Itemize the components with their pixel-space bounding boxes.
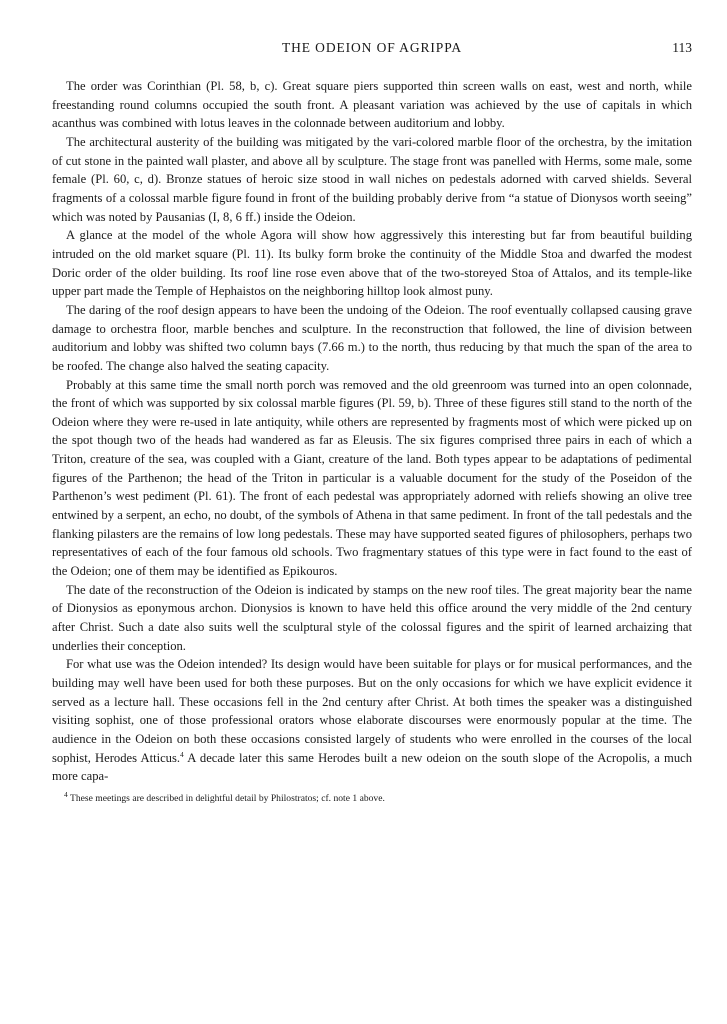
footnote-reference[interactable]: 4 — [180, 749, 184, 759]
paragraph-reconstruction-date: The date of the reconstruction of the Odeion is indicated by stamps on the new roof tiles. The great majority bear the name of Dionysios as eponymous archon. Dionysios is known to have held this office around the very middle of the 2nd century after Christ. Such a date also suits well the sculptural style of the colossal figures and the spirit of learned archaizing that underlies their conception. — [52, 582, 692, 653]
running-title: THE ODEION OF AGRIPPA — [281, 40, 463, 55]
paragraph-odeion-use — [52, 655, 692, 786]
paragraph-north-porch: Probably at this same time the small north porch was removed and the old greenroom was turned into an open colonnade, the front of which was supported by six colossal marble figures (Pl. 59, b). Three of these figures still stand to the north of the Odeion where they were re-used in late antiquity, while others are represented by fragments most of which were picked up on the spot though two of the heads had wandered as far as Eleusis. The six figures comprised three pairs in each of which a Triton, creature of the sea, was coupled with a Giant, creature of the land. Both types appear to be adaptations of pedimental figures of the Parthenon; the head of the Triton in particular is a valuable document for the study of the Poseidon of the Parthenon’s west pediment (Pl. 61). The front of each pedestal was appropriately adorned with reliefs showing an olive tree entwined by a serpent, an echo, no doubt, of the symbols of Athena in that same pediment. In front of the tall pedestals and the flanking pilasters are the remains of low long pedestals. These may have supported seated figures of philosophers, perhaps two representatives of each of the four famous old schools. Two fragmentary statues of this type were in fact found to the east of the Odeion; one of them may be identified as Epikouros. — [52, 377, 692, 579]
footnote-text: These meetings are described in delightful detail by Philostratos; cf. note 1 above. — [67, 792, 385, 804]
paragraph-agora-model: A glance at the model of the whole Agora will show how aggressively this interesting but far from beautiful building intruded on the old market square (Pl. 11). Its bulky form broke the continuity of the Middle Stoa and dwarfed the modest Doric order of the older building. Its roof line rose even above that of the two-storeyed Stoa of Attalos, and its temple-like upper part made the Temple of Hephaistos on the neighboring hilltop look almost puny. — [52, 228, 692, 299]
footnote — [52, 789, 692, 806]
paragraph-decoration: The architectural austerity of the building was mitigated by the vari-colored marble floor of the orchestra, by the imitation of cut stone in the painted wall plaster, and above all by sculpture. The stage front was panelled with Herms, some male, some female (Pl. 60, c, d). Bronze statues of heroic size stood in wall niches on pedestals adorned with carved shields. Several fragments of a colossal marble figure found in front of the building probably derive from “a statue of Dionysos worth seeing” which was noted by Pausanias (I, 8, 6 ff.) inside the Odeion. — [52, 134, 692, 224]
page — [52, 40, 692, 806]
odeion-use-text-continued: A decade later this same Herodes built a new odeion on the south slope of the Acropolis, a much more capa- — [52, 750, 692, 784]
paragraph-roof-collapse: The daring of the roof design appears to have been the undoing of the Odeion. The roof eventually collapsed causing grave damage to orchestra floor, marble benches and sculpture. In the reconstruction that followed, the line of division between auditorium and lobby was shifted two column bays (7.66 m.) to the north, thus reducing by that much the span of the area to be roofed. The change also halved the seating capacity. — [52, 302, 692, 373]
running-head — [52, 40, 692, 60]
odeion-use-text: For what use was the Odeion intended? Its design would have been suitable for plays or for musical performances, and the building may well have been used for both these purposes. But on the only occasions for which we have explicit evidence it served as a lecture hall. These occasions fell in the 2nd century after Christ. At both times the speaker was a distinguished visiting sophist, one of those professional orators whose elaborate discourses were enormously popular at the time. The audience in the Odeion on both these occasions consisted largely of students who were enrolled in the courses of the local sophist, Herodes Atticus. — [52, 657, 692, 765]
page-number: 113 — [672, 40, 692, 55]
body-text — [52, 77, 692, 786]
paragraph-order: The order was Corinthian (Pl. 58, b, c). Great square piers supported thin screen walls on east, west and north, while freestanding round columns occupied the south front. A pleasant variation was achieved by the use of capitals in which acanthus was combined with lotus leaves in the colonnade between auditorium and lobby. — [52, 79, 692, 131]
footnote-marker: 4 — [64, 789, 68, 799]
